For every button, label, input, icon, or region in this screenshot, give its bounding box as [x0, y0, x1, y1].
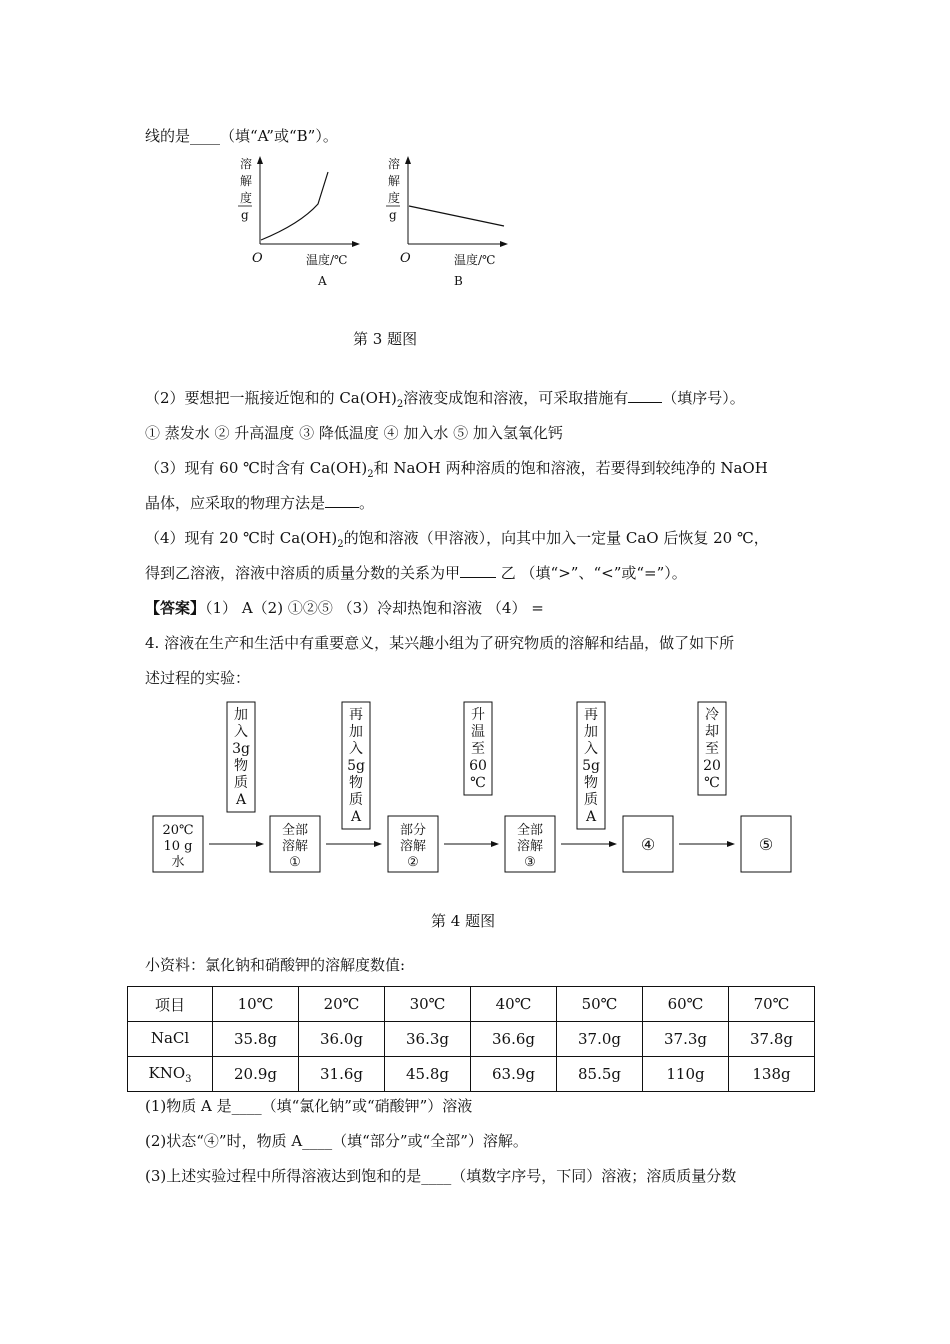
flow-step-text: 全部	[281, 823, 309, 838]
flow-step-text: 溶解	[516, 839, 544, 854]
flow-action-text: 至	[705, 741, 719, 757]
y-label-char: g	[241, 208, 249, 222]
flow-action-text: 温	[471, 724, 485, 740]
x-axis-label: 温度/℃	[306, 253, 348, 267]
y-label-char: 解	[388, 174, 401, 188]
q2-blank[interactable]	[628, 388, 662, 403]
flow-action-text: ℃	[470, 775, 486, 791]
flow-arrow-head	[491, 841, 499, 847]
table-header-cell: 30℃	[385, 987, 471, 1022]
flow-action-text: 5g	[582, 758, 600, 774]
flow-arrow-head	[374, 841, 382, 847]
table-cell: 36.6g	[471, 1022, 557, 1057]
flow-action-text: A	[585, 809, 597, 825]
flow-step-text: ③	[524, 855, 536, 870]
table-header-cell: 40℃	[471, 987, 557, 1022]
table-row-label: $KNO_3$	[128, 1057, 213, 1092]
flow-action-text: A	[235, 792, 247, 808]
data-intro: 小资料：氯化钠和硝酸钾的溶解度数值:	[145, 956, 406, 974]
flow-action-text: 再	[349, 707, 363, 723]
origin-label: O	[400, 251, 411, 266]
intro-line: 线的是____（填“A”或“B”）。	[145, 127, 338, 145]
flow-step-text: 水	[171, 855, 185, 870]
table-header-cell: 20℃	[299, 987, 385, 1022]
flow-action-text: 入	[584, 741, 598, 757]
flow-step-text: ①	[289, 855, 301, 870]
flow-action-text: 加	[584, 724, 598, 740]
table-header-cell: 10℃	[213, 987, 299, 1022]
flow-action-text: 20	[703, 758, 721, 774]
sub-question-1: (1)物质 A 是____（填“氯化钠”或“硝酸钾”）溶液	[145, 1097, 473, 1115]
q2-options: ① 蒸发水 ② 升高温度 ③ 降低温度 ④ 加入水 ⑤ 加入氢氧化钙	[145, 424, 563, 442]
flow-arrow-head	[256, 841, 264, 847]
flow-step-text: ④	[640, 835, 656, 854]
flow-step-text: 溶解	[399, 839, 427, 854]
table-cell: 31.6g	[299, 1057, 385, 1092]
flow-action-text: 3g	[232, 741, 250, 757]
problem4-line-1: 4. 溶液在生产和生活中有重要意义，某兴趣小组为了研究物质的溶解和结晶，做了如下所	[145, 634, 735, 652]
flow-action-text: 冷	[705, 707, 719, 723]
problem4-line-2: 述过程的实验：	[145, 669, 251, 687]
q3-line-1: （3）现有 60 ℃时含有 $Ca(OH)_2$和 NaOH 两种溶质的饱和溶液，若要得到较纯净的 NaOH	[145, 459, 768, 480]
y-label-char: g	[389, 208, 397, 222]
graph-label: A	[318, 274, 327, 288]
flow-action-text: 质	[584, 792, 598, 808]
flow-action-text: 再	[584, 707, 598, 723]
table-cell: 37.0g	[557, 1022, 643, 1057]
q3-line-2: 晶体，应采取的物理方法是 。	[145, 494, 375, 512]
flow-action-text: 质	[349, 792, 363, 808]
figure-3-caption: 第 3 题图	[353, 330, 418, 348]
table-cell: 85.5g	[557, 1057, 643, 1092]
flow-step-text: 部分	[399, 823, 427, 838]
flow-step-text: 全部	[516, 823, 544, 838]
table-header-row	[128, 987, 815, 1022]
solubility-table	[127, 986, 815, 1092]
flow-step-text: ②	[407, 855, 419, 870]
answer-line: 【答案】（1） A（2) ①②⑤ （3）冷却热饱和溶液 （4） =	[145, 599, 544, 617]
curve-b	[409, 206, 504, 226]
table-cell: 138g	[729, 1057, 815, 1092]
y-label-char: 解	[240, 174, 253, 188]
graph-b	[386, 156, 508, 288]
table-cell: 37.3g	[643, 1022, 729, 1057]
table-row	[128, 1022, 815, 1057]
flow-action-text: 60	[469, 758, 487, 774]
y-label-char: 溶	[388, 157, 401, 171]
curve-a	[261, 172, 328, 240]
q3-blank[interactable]	[325, 493, 359, 508]
flow-arrow-head	[609, 841, 617, 847]
table-row-label: NaCl	[128, 1022, 213, 1057]
flow-arrow-head	[727, 841, 735, 847]
flow-step-text: 20℃	[162, 823, 194, 838]
solubility-graphs	[230, 152, 530, 296]
table-header-cell: 50℃	[557, 987, 643, 1022]
y-label-char: 度	[240, 191, 253, 205]
q4-blank[interactable]	[460, 563, 496, 578]
graph-a	[238, 156, 360, 288]
y-label-char: 溶	[240, 157, 253, 171]
table-header-cell: 项目	[128, 987, 213, 1022]
flow-action-text: ℃	[704, 775, 720, 791]
table-cell: 63.9g	[471, 1057, 557, 1092]
origin-label: O	[252, 251, 263, 266]
table-cell: 35.8g	[213, 1022, 299, 1057]
flow-action-text: 加	[234, 707, 248, 723]
table-cell: 110g	[643, 1057, 729, 1092]
flow-step-text: 10 g	[163, 839, 193, 854]
q4-line-2: 得到乙溶液，溶液中溶质的质量分数的关系为甲 乙 （填“>”、“<”或“=”）。	[145, 564, 687, 582]
sub-question-2: (2)状态“④”时，物质 A____（填“部分”或“全部”）溶解。	[145, 1132, 528, 1150]
flow-step-text: ⑤	[758, 835, 774, 854]
table-cell: 37.8g	[729, 1022, 815, 1057]
table-header-cell: 60℃	[643, 987, 729, 1022]
table-cell: 36.0g	[299, 1022, 385, 1057]
flow-action-text: 至	[471, 741, 485, 757]
flow-action-text: 入	[234, 724, 248, 740]
flow-action-text: 物	[234, 758, 248, 774]
table-row	[128, 1057, 815, 1092]
y-label-char: 度	[388, 191, 401, 205]
flow-action-text: 加	[349, 724, 363, 740]
table-cell: 20.9g	[213, 1057, 299, 1092]
figure-4-caption: 第 4 题图	[431, 912, 496, 930]
q4-line-1: （4）现有 20 ℃时 $Ca(OH)_2$的饱和溶液（甲溶液），向其中加入一定量 CaO 后恢复 20 ℃，	[145, 529, 769, 550]
flow-action-text: 质	[234, 775, 248, 791]
x-axis-label: 温度/℃	[454, 253, 496, 267]
flow-action-text: 升	[471, 707, 485, 723]
flow-action-text: 物	[349, 775, 363, 791]
flow-action-text: 却	[705, 724, 719, 740]
flow-action-text: 入	[349, 741, 363, 757]
table-cell: 36.3g	[385, 1022, 471, 1057]
q2-line: （2）要想把一瓶接近饱和的 $Ca(OH)_2$溶液变成饱和溶液，可采取措施有 （填序号）。	[145, 389, 745, 410]
sub-question-3: (3)上述实验过程中所得溶液达到饱和的是____（填数字序号，下同）溶液；溶质质量分数	[145, 1167, 737, 1185]
table-header-cell: 70℃	[729, 987, 815, 1022]
flow-action-text: 5g	[347, 758, 365, 774]
flow-step-text: 溶解	[281, 839, 309, 854]
table-cell: 45.8g	[385, 1057, 471, 1092]
graph-label: B	[454, 274, 463, 288]
flow-action-text: 物	[584, 775, 598, 791]
experiment-flow-diagram	[145, 698, 805, 882]
flow-action-text: A	[350, 809, 362, 825]
